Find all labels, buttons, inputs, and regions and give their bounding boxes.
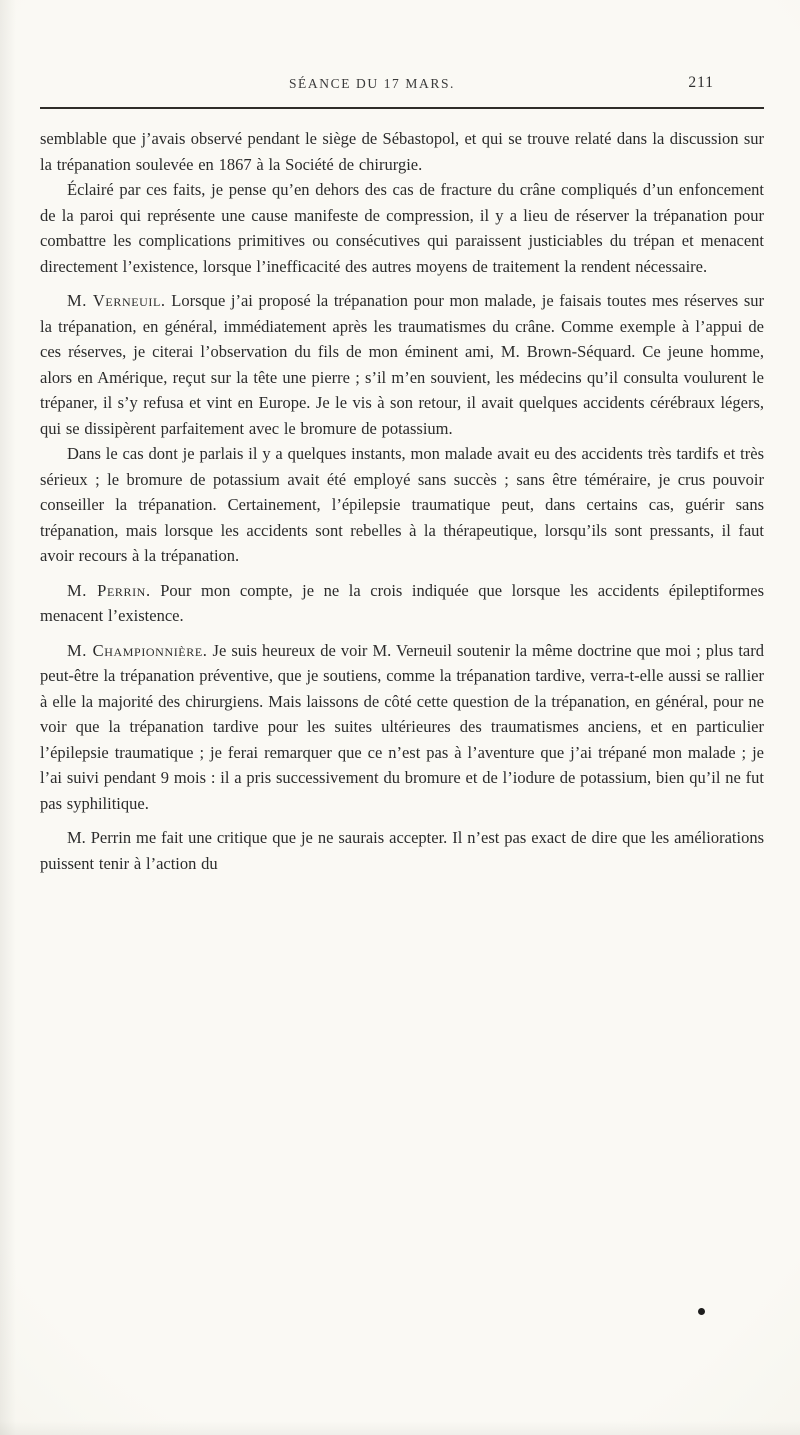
page-header xyxy=(40,76,764,98)
paragraph-speech-championniere xyxy=(40,638,764,817)
speaker-name: M. Perrin. xyxy=(67,580,151,600)
speaker-name: M. Championnière. xyxy=(67,640,208,660)
page-body xyxy=(40,126,764,876)
speech-text: Pour mon compte, je ne la crois indiquée que lorsque les accidents épileptiformes menacent l’existence. xyxy=(40,580,764,625)
paragraph: Dans le cas dont je parlais il y a quelques instants, mon malade avait eu des accidents très tardifs et très sérieux ; le bromure de potassium avait été employé sans succès ; sans être téméraire, je crus pouvoir conseiller la trépanation. Certainement, l’épilepsie traumatique peut, dans certains cas, guérir sans trépanation, mais lorsque les accidents sont rebelles à la thérapeutique, lorsqu’ils sont pressants, il faut avoir recours à la trépanation. xyxy=(40,444,764,565)
paragraph: M. Perrin me fait une critique que je ne saurais accepter. Il n’est pas exact de dire que les améliorations puissent tenir à l’action du xyxy=(40,828,764,873)
page-number: 211 xyxy=(688,74,714,91)
paragraph-speech-verneuil xyxy=(40,288,764,441)
speech-text: Je suis heureux de voir M. Verneuil soutenir la même doctrine que moi ; plus tard peut-être la trépanation préventive, que je soutiens, comme la trépanation tardive, verra-t-elle aussi se rallier à elle la majorité des chirurgiens. Mais laissons de côté cette question de la trépanation, en général, pour ne voir que la trépanation tardive pour les suites ultérieures des traumatismes anciens, et en particulier l’épilepsie traumatique ; je ferai remarquer que ce n’est pas à l’aventure que j’ai trépané mon malade ; je l’ai suivi pendant 9 mois : il a pris successivement du bromure et de l’iodure de potassium, bien qu’il ne fut pas syphilitique. xyxy=(40,640,764,813)
paragraph-continuation: semblable que j’avais observé pendant le siège de Sébastopol, et qui se trouve relaté dans la discussion sur la trépanation soulevée en 1867 à la Société de chirurgie. xyxy=(40,129,764,174)
paragraph: Éclairé par ces faits, je pense qu’en dehors des cas de fracture du crâne compliqués d’un enfoncement de la paroi qui représente une cause manifeste de compression, il y a lieu de réserver la trépanation pour combattre les complications primitives ou consécutives qui paraissent justiciables du trépan et menacent directement l’existence, lorsque l’inefficacité des autres moyens de traitement la rendent nécessaire. xyxy=(40,180,764,276)
printers-mark-dot xyxy=(698,1308,705,1315)
header-rule xyxy=(40,107,764,109)
paragraph-speech-perrin xyxy=(40,578,764,629)
running-title: SÉANCE DU 17 MARS. xyxy=(288,76,456,91)
speech-text: Lorsque j’ai proposé la trépanation pour mon malade, je faisais toutes mes réserves sur la trépanation, en général, immédiatement après les traumatismes du crâne. Comme exemple à l’appui de ces réserves, je citerai l’observation du fils de mon éminent ami, M. Brown-Séquard. Ce jeune homme, alors en Amérique, reçut sur la tête une pierre ; s’il m’en souvient, les médecins qu’il consulta voulurent le trépaner, il s’y refusa et vint en Europe. Je le vis à son retour, il avait quelques accidents cérébraux légers, qui se dissipèrent parfaitement avec le bromure de potassium. xyxy=(40,291,764,438)
speaker-name: M. Verneuil. xyxy=(67,291,166,310)
